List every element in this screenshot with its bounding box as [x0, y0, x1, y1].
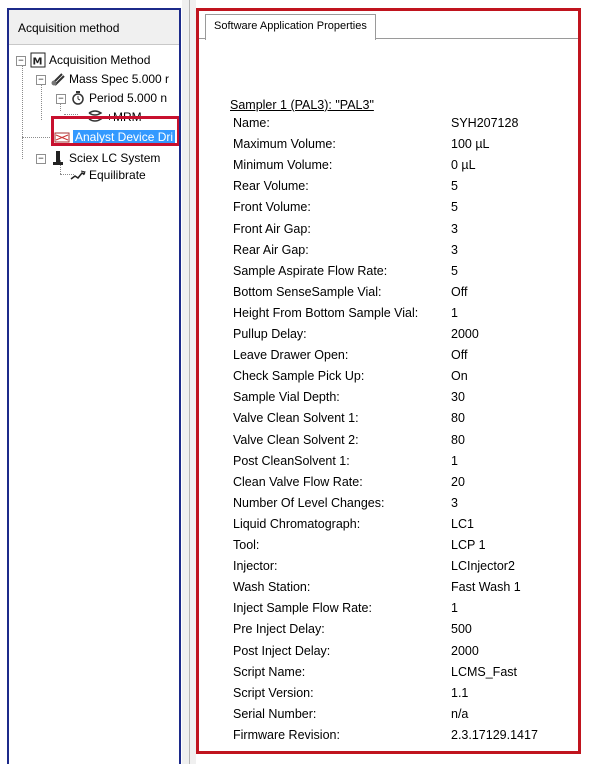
svg-text:M: M: [32, 56, 43, 68]
panel-header-title: Acquisition method: [18, 21, 120, 35]
property-row: [233, 538, 563, 559]
property-name: Maximum Volume:: [233, 137, 336, 152]
property-name: Height From Bottom Sample Vial:: [233, 305, 419, 320]
property-row: [233, 686, 563, 707]
property-name: Front Air Gap:: [233, 221, 311, 236]
method-icon: [30, 52, 46, 68]
section-title: Sampler 1 (PAL3): "PAL3": [230, 98, 374, 112]
equilibrate-icon: [70, 167, 86, 183]
tree-node-analyst-device-driver[interactable]: [54, 129, 175, 145]
tree-node-label: Sciex LC System: [69, 151, 161, 165]
tree-node-period[interactable]: [70, 90, 167, 106]
property-name: Minimum Volume:: [233, 158, 333, 173]
property-row: [233, 222, 563, 243]
property-value: 30: [451, 390, 465, 405]
period-icon: [70, 90, 86, 106]
property-value: 0 µL: [451, 158, 476, 173]
property-value: Fast Wash 1: [451, 580, 521, 595]
property-name: Injector:: [233, 559, 278, 574]
property-value: 1: [451, 305, 458, 320]
property-row: [233, 454, 563, 475]
property-value: 5: [451, 200, 458, 215]
property-name: Name:: [233, 116, 270, 130]
property-row: [233, 348, 563, 369]
property-value: LC1: [451, 516, 474, 531]
mrm-icon: [87, 109, 103, 125]
property-row: [233, 644, 563, 665]
tab-software-application-properties[interactable]: Software Application Properties: [205, 14, 376, 40]
property-row: [233, 369, 563, 390]
tree-node-label: Acquisition Method: [49, 53, 151, 67]
property-row: [233, 327, 563, 348]
tree-connector: [64, 114, 78, 115]
property-value: 2000: [451, 327, 479, 341]
property-row: [233, 390, 563, 411]
panel-header: [9, 10, 179, 45]
property-name: Valve Clean Solvent 1:: [233, 411, 359, 426]
tree-connector: [60, 103, 61, 111]
property-name: Sample Aspirate Flow Rate:: [233, 263, 388, 278]
property-name: Wash Station:: [233, 580, 311, 595]
property-value: LCInjector2: [451, 559, 515, 574]
tree-node-label: Analyst Device Dri: [75, 130, 174, 144]
property-value: Off: [451, 284, 468, 299]
property-value: 5: [451, 179, 458, 194]
property-name: Rear Air Gap:: [233, 242, 309, 257]
property-value: 80: [451, 432, 465, 447]
collapse-toggle[interactable]: −: [16, 56, 26, 66]
property-row: [233, 285, 563, 306]
property-value: 2000: [451, 643, 479, 658]
tree-connector: [22, 65, 23, 159]
tree-node-mrm[interactable]: [87, 109, 142, 125]
property-row: [233, 580, 563, 601]
lc-system-icon: [50, 150, 66, 166]
property-value: 3: [451, 495, 458, 510]
property-row: [233, 728, 563, 749]
collapse-toggle[interactable]: −: [56, 94, 66, 104]
tree-node-mass-spec[interactable]: [50, 71, 169, 87]
property-value: LCMS_Fast: [451, 664, 517, 679]
property-row: [233, 559, 563, 580]
tree-node-equilibrate[interactable]: [70, 167, 146, 183]
property-row: [233, 158, 563, 179]
property-value: 80: [451, 411, 465, 426]
property-name: Script Name:: [233, 664, 306, 679]
property-value: On: [451, 369, 468, 384]
property-value: LCP 1: [451, 538, 486, 552]
property-name: Rear Volume:: [233, 179, 309, 194]
property-value: 1.1: [451, 685, 469, 700]
collapse-toggle[interactable]: −: [36, 75, 46, 85]
property-name: Valve Clean Solvent 2:: [233, 432, 359, 447]
property-row: [233, 622, 563, 643]
property-name: Number Of Level Changes:: [233, 495, 385, 510]
tree-node-label: Period 5.000 n: [89, 91, 168, 105]
property-name: Post CleanSolvent 1:: [233, 453, 350, 468]
tree-node-label: Mass Spec 5.000 r: [69, 72, 170, 86]
property-name: Front Volume:: [233, 200, 311, 215]
property-name: Sample Vial Depth:: [233, 390, 340, 405]
property-row: [233, 475, 563, 496]
property-row: [233, 601, 563, 622]
property-row: [233, 496, 563, 517]
property-value: 1: [451, 601, 458, 616]
property-value: 2.3.17129.1417: [451, 727, 538, 742]
tree-connector: [41, 84, 42, 120]
divider: [189, 0, 190, 764]
mass-spec-icon: [50, 71, 66, 87]
collapse-toggle[interactable]: −: [36, 154, 46, 164]
property-row: [233, 243, 563, 264]
property-value: 20: [451, 474, 465, 489]
property-name: Script Version:: [233, 685, 314, 700]
property-name: Firmware Revision:: [233, 727, 340, 742]
property-row: [233, 264, 563, 285]
property-row: [233, 116, 563, 137]
property-name: Check Sample Pick Up:: [233, 369, 365, 384]
property-value: 3: [451, 242, 458, 257]
properties-panel: [196, 8, 581, 754]
property-name: Post Inject Delay:: [233, 643, 331, 658]
property-row: [233, 517, 563, 538]
tree-node-acquisition-method[interactable]: [30, 52, 150, 68]
acquisition-method-panel: [7, 8, 181, 764]
property-name: Serial Number:: [233, 706, 317, 721]
property-value: SYH207128: [451, 116, 519, 130]
property-row: [233, 306, 563, 327]
property-row: [233, 665, 563, 686]
tree-node-label: Equilibrate: [89, 168, 146, 182]
property-name: Inject Sample Flow Rate:: [233, 601, 372, 616]
property-row: [233, 707, 563, 728]
device-driver-icon: [54, 129, 70, 145]
property-value: 100 µL: [451, 137, 490, 152]
property-value: 3: [451, 221, 458, 236]
property-value: n/a: [451, 706, 469, 721]
property-value: 5: [451, 263, 458, 278]
property-row: [233, 200, 563, 221]
property-name: Bottom SenseSample Vial:: [233, 284, 382, 299]
property-name: Tool:: [233, 538, 260, 552]
property-row: [233, 179, 563, 200]
property-value: 1: [451, 453, 458, 468]
property-name: Pre Inject Delay:: [233, 622, 325, 637]
property-row: [233, 137, 563, 158]
property-value: 500: [451, 622, 472, 637]
property-name: Liquid Chromatograph:: [233, 516, 361, 531]
property-name: Clean Valve Flow Rate:: [233, 474, 363, 489]
property-name: Leave Drawer Open:: [233, 348, 349, 363]
property-row: [233, 433, 563, 454]
tree-connector: [22, 137, 52, 138]
tree-node-sciex-lc-system[interactable]: [50, 150, 160, 166]
property-name: Pullup Delay:: [233, 327, 307, 341]
tree-node-label: +MRM: [106, 110, 142, 124]
property-value: Off: [451, 348, 468, 363]
property-row: [233, 411, 563, 432]
